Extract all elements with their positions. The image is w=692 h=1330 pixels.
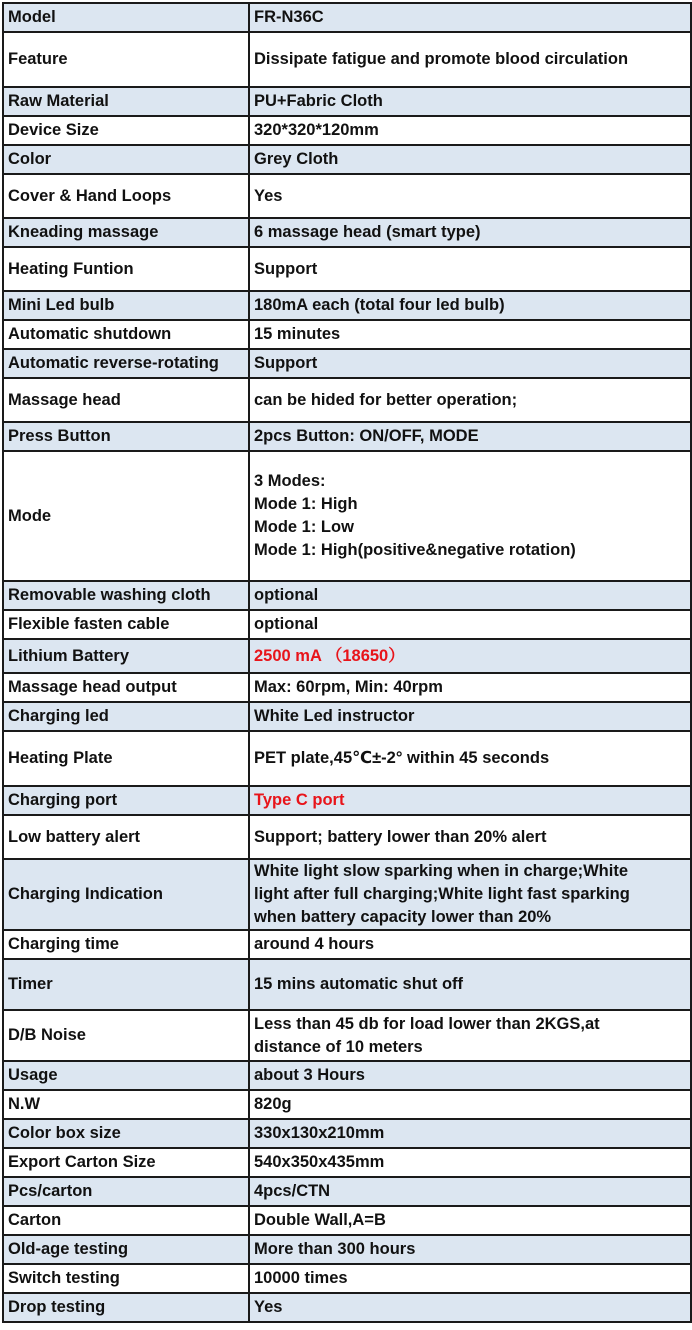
spec-label: Usage: [3, 1061, 249, 1090]
spec-value: [249, 1206, 691, 1235]
spec-value-line: 320*320*120mm: [254, 121, 379, 139]
spec-value: [249, 1148, 691, 1177]
table-row: [3, 702, 691, 731]
table-row: [3, 422, 691, 451]
spec-label: Export Carton Size: [3, 1148, 249, 1177]
spec-label: Automatic reverse-rotating: [3, 349, 249, 378]
spec-label: Low battery alert: [3, 815, 249, 859]
table-row: [3, 145, 691, 174]
spec-value: [249, 859, 691, 930]
spec-value: [249, 702, 691, 731]
spec-label: N.W: [3, 1090, 249, 1119]
spec-value: [249, 673, 691, 702]
spec-value-line: Mode 1: Low: [254, 518, 354, 536]
table-row: [3, 3, 691, 32]
table-row: [3, 291, 691, 320]
spec-label: Feature: [3, 32, 249, 87]
spec-value-line: White light slow sparking when in charge;White: [254, 862, 629, 880]
spec-value-line: 6 massage head (smart type): [254, 223, 481, 241]
table-row: [3, 731, 691, 786]
spec-value-line: Mode 1: High(positive&negative rotation): [254, 541, 576, 559]
spec-value-line: Support: [254, 354, 318, 372]
table-row: [3, 349, 691, 378]
spec-value-line: 15 minutes: [254, 325, 341, 343]
spec-value-line: 540x350x435mm: [254, 1153, 385, 1171]
spec-value: [249, 422, 691, 451]
spec-label: Drop testing: [3, 1293, 249, 1322]
spec-value-line: optional: [254, 615, 319, 633]
spec-value: [249, 1235, 691, 1264]
table-row: [3, 378, 691, 422]
spec-label: Flexible fasten cable: [3, 610, 249, 639]
spec-value: [249, 1264, 691, 1293]
spec-value-line: Type C port: [254, 791, 345, 809]
table-row: [3, 218, 691, 247]
spec-label: Massage head output: [3, 673, 249, 702]
spec-value: [249, 378, 691, 422]
spec-value: [249, 1090, 691, 1119]
spec-value: [249, 581, 691, 610]
table-row: [3, 87, 691, 116]
spec-label: D/B Noise: [3, 1010, 249, 1061]
spec-label: Kneading massage: [3, 218, 249, 247]
spec-label: Old-age testing: [3, 1235, 249, 1264]
spec-value: [249, 218, 691, 247]
spec-label: Device Size: [3, 116, 249, 145]
spec-value: [249, 731, 691, 786]
spec-value: [249, 291, 691, 320]
table-row: [3, 815, 691, 859]
spec-value: [249, 930, 691, 959]
spec-value-line: 4pcs/CTN: [254, 1182, 331, 1200]
table-row: [3, 1235, 691, 1264]
spec-value: [249, 639, 691, 673]
spec-label: Carton: [3, 1206, 249, 1235]
table-row: [3, 859, 691, 930]
spec-value-line: 820g: [254, 1095, 292, 1113]
spec-label: Color box size: [3, 1119, 249, 1148]
spec-value-line: 15 mins automatic shut off: [254, 975, 464, 993]
spec-label: Lithium Battery: [3, 639, 249, 673]
spec-value: [249, 451, 691, 581]
spec-value-line: PU+Fabric Cloth: [254, 92, 383, 110]
spec-label: Mini Led bulb: [3, 291, 249, 320]
spec-value-line: can be hided for better operation;: [254, 390, 518, 409]
spec-value-line: 10000 times: [254, 1269, 348, 1287]
spec-value: [249, 320, 691, 349]
spec-value-line: 2500 mA （18650）: [254, 646, 405, 665]
spec-value-line: around 4 hours: [254, 935, 375, 953]
table-row: [3, 581, 691, 610]
spec-value-line: Support; battery lower than 20% alert: [254, 827, 547, 846]
table-row: [3, 320, 691, 349]
spec-label: Raw Material: [3, 87, 249, 116]
spec-value: [249, 87, 691, 116]
table-row: [3, 116, 691, 145]
spec-value-line: PET plate,45℃±-2° within 45 seconds: [254, 749, 550, 767]
spec-value-line: 180mA each (total four led bulb): [254, 296, 505, 314]
spec-label: Color: [3, 145, 249, 174]
spec-value-line: when battery capacity lower than 20%: [254, 908, 552, 926]
spec-value: [249, 786, 691, 815]
spec-value-line: Mode 1: High: [254, 495, 358, 513]
spec-value-line: Max: 60rpm, Min: 40rpm: [254, 678, 443, 696]
spec-label: Charging Indication: [3, 859, 249, 930]
spec-table-body: [3, 3, 691, 1322]
table-row: [3, 1119, 691, 1148]
spec-value-line: Less than 45 db for load lower than 2KGS,at: [254, 1014, 600, 1033]
table-row: [3, 1264, 691, 1293]
spec-value-line: light after full charging;White light fast sparking: [254, 885, 630, 903]
table-row: [3, 1293, 691, 1322]
spec-value-line: White Led instructor: [254, 707, 415, 725]
spec-value: [249, 1177, 691, 1206]
spec-value-line: distance of 10 meters: [254, 1037, 423, 1056]
spec-value-line: optional: [254, 586, 319, 604]
spec-value: [249, 1119, 691, 1148]
spec-label: Automatic shutdown: [3, 320, 249, 349]
table-row: [3, 930, 691, 959]
table-row: [3, 1148, 691, 1177]
spec-label: Massage head: [3, 378, 249, 422]
table-row: [3, 247, 691, 291]
spec-value-line: FR-N36C: [254, 8, 324, 26]
spec-table: [2, 2, 692, 1323]
spec-value-line: More than 300 hours: [254, 1240, 416, 1258]
table-row: [3, 959, 691, 1010]
spec-value: [249, 32, 691, 87]
spec-label: Timer: [3, 959, 249, 1010]
table-row: [3, 786, 691, 815]
spec-value: [249, 145, 691, 174]
spec-label: Switch testing: [3, 1264, 249, 1293]
table-row: [3, 673, 691, 702]
spec-label: Heating Plate: [3, 731, 249, 786]
spec-value: [249, 247, 691, 291]
table-row: [3, 1010, 691, 1061]
spec-value: [249, 1061, 691, 1090]
spec-value-line: Yes: [254, 1298, 283, 1316]
table-row: [3, 1090, 691, 1119]
table-row: [3, 639, 691, 673]
spec-value-line: 3 Modes:: [254, 472, 326, 490]
table-row: [3, 32, 691, 87]
table-row: [3, 174, 691, 218]
spec-label: Charging port: [3, 786, 249, 815]
spec-value: [249, 610, 691, 639]
spec-value-line: Dissipate fatigue and promote blood circulation: [254, 50, 629, 68]
table-row: [3, 1177, 691, 1206]
spec-label: Heating Funtion: [3, 247, 249, 291]
table-row: [3, 610, 691, 639]
spec-value: [249, 1010, 691, 1061]
spec-value-line: Double Wall,A=B: [254, 1211, 386, 1229]
spec-label: Model: [3, 3, 249, 32]
spec-label: Pcs/carton: [3, 1177, 249, 1206]
spec-value: [249, 349, 691, 378]
spec-value-line: Support: [254, 259, 318, 278]
spec-value-line: 2pcs Button: ON/OFF, MODE: [254, 427, 479, 445]
spec-value: [249, 1293, 691, 1322]
table-row: [3, 1206, 691, 1235]
spec-value: [249, 174, 691, 218]
spec-value: [249, 116, 691, 145]
spec-value-line: 330x130x210mm: [254, 1124, 385, 1142]
spec-value-line: Yes: [254, 186, 283, 205]
spec-label: Press Button: [3, 422, 249, 451]
spec-value: [249, 815, 691, 859]
spec-value: [249, 959, 691, 1010]
spec-label: Mode: [3, 451, 249, 581]
spec-label: Charging led: [3, 702, 249, 731]
table-row: [3, 1061, 691, 1090]
spec-value: [249, 3, 691, 32]
spec-label: Removable washing cloth: [3, 581, 249, 610]
spec-value-line: about 3 Hours: [254, 1066, 365, 1084]
spec-label: Charging time: [3, 930, 249, 959]
spec-value-line: Grey Cloth: [254, 150, 339, 168]
spec-label: Cover & Hand Loops: [3, 174, 249, 218]
table-row: [3, 451, 691, 581]
